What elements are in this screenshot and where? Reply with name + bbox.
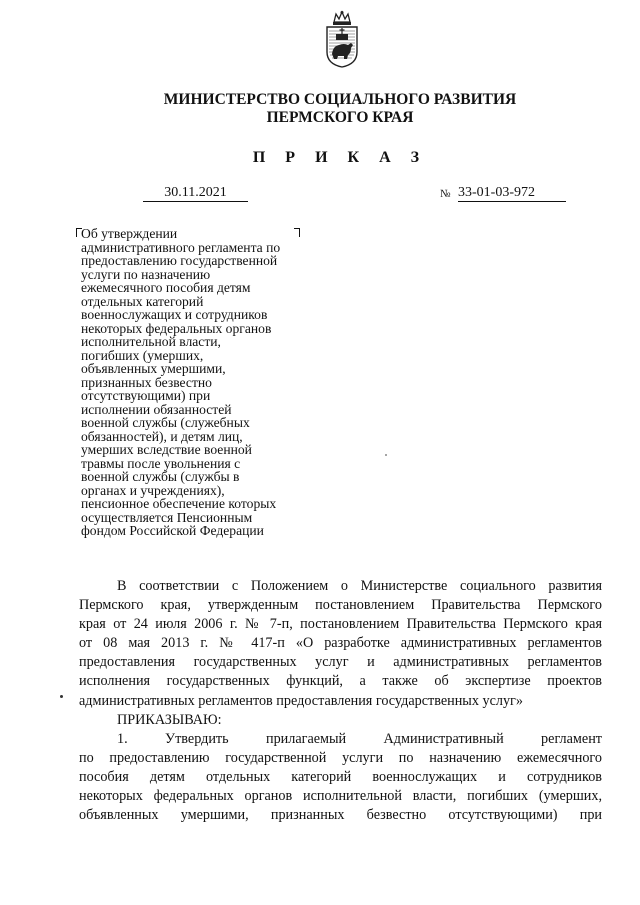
subject-line: отдельных категорий	[81, 293, 204, 309]
body-line: исполнения государственных функций, а также об экспертизе проектов	[79, 673, 602, 690]
ministry-name	[100, 91, 580, 127]
body-line: пособия детям отдельных категорий военнослужащих и сотрудников	[79, 768, 602, 785]
ministry-line-1: МИНИСТЕРСТВО СОЦИАЛЬНОГО РАЗВИТИЯ	[163, 91, 517, 108]
subject-line: фондом Российской Федерации	[81, 523, 264, 538]
subject-line: травмы после увольнения с	[81, 455, 241, 471]
decree-word: ПРИКАЗЫВАЮ:	[117, 711, 222, 728]
subject-line: ежемесячного пособия детям	[81, 280, 251, 295]
subject-line: объявленных умершими,	[81, 361, 226, 376]
scan-speck	[385, 454, 387, 456]
subject-line: органах и учреждениях),	[81, 482, 225, 498]
subject-line: признанных безвестно	[81, 374, 212, 390]
body-line: В соответствии с Положением о Министерстве социального развития	[117, 578, 602, 594]
order-subject	[81, 227, 321, 538]
body-line: некоторых федеральных органов исполнительной власти, погибших (умерших,	[79, 788, 602, 805]
body-line: края от 24 июля 2006 г. № 7-п, постановлением Правительства Пермского края	[79, 616, 602, 633]
body-line: от 08 мая 2013 г. № 417-п «О разработке административных регламентов	[79, 635, 602, 652]
subject-line: предоставлению государственной	[81, 253, 278, 268]
body-line: предоставления государственных услуг и административных регламентов	[79, 654, 602, 671]
subject-line: Об утверждении	[81, 226, 178, 241]
body-line: Пермского края, утвержденным постановлением Правительства Пермского	[79, 597, 602, 614]
subject-line: погибших (умерших,	[81, 347, 204, 363]
subject-line: осуществляется Пенсионным	[81, 509, 253, 525]
ministry-line-2: ПЕРМСКОГО КРАЯ	[266, 109, 414, 126]
body-line: 1. Утвердить прилагаемый Административный регламент	[117, 730, 602, 747]
scan-speck	[60, 695, 63, 698]
body-line: по предоставлению государственной услуги по назначению ежемесячного	[79, 749, 602, 766]
subject-line: обязанностей), и детям лиц,	[81, 428, 243, 444]
number-sign: №	[440, 188, 451, 200]
subject-line: военнослужащих и сотрудников	[81, 307, 268, 322]
coat-of-arms-icon	[322, 10, 362, 68]
subject-line: умерших вследствие военной	[81, 442, 252, 457]
subject-line: военной службы (служебных	[81, 415, 250, 430]
subject-line: исполнении обязанностей	[81, 401, 232, 417]
order-date: 30.11.2021	[143, 184, 248, 202]
document-type: П Р И К А З	[252, 149, 428, 166]
subject-line: услуги по назначению	[81, 266, 211, 282]
subject-line: исполнительной власти,	[81, 334, 221, 349]
subject-line: административного регламента по	[81, 239, 281, 255]
body-line: объявленных умершими, признанных безвестно отсутствующими) при	[79, 807, 602, 824]
subject-line: военной службы (службы в	[81, 469, 240, 484]
order-number: 33-01-03-972	[458, 184, 566, 202]
order-body	[79, 577, 602, 825]
body-line: административных регламентов предоставления государственных услуг»	[79, 692, 523, 709]
subject-line: отсутствующими) при	[81, 388, 211, 403]
subject-line: пенсионное обеспечение которых	[81, 496, 277, 511]
subject-line: некоторых федеральных органов	[81, 320, 272, 336]
